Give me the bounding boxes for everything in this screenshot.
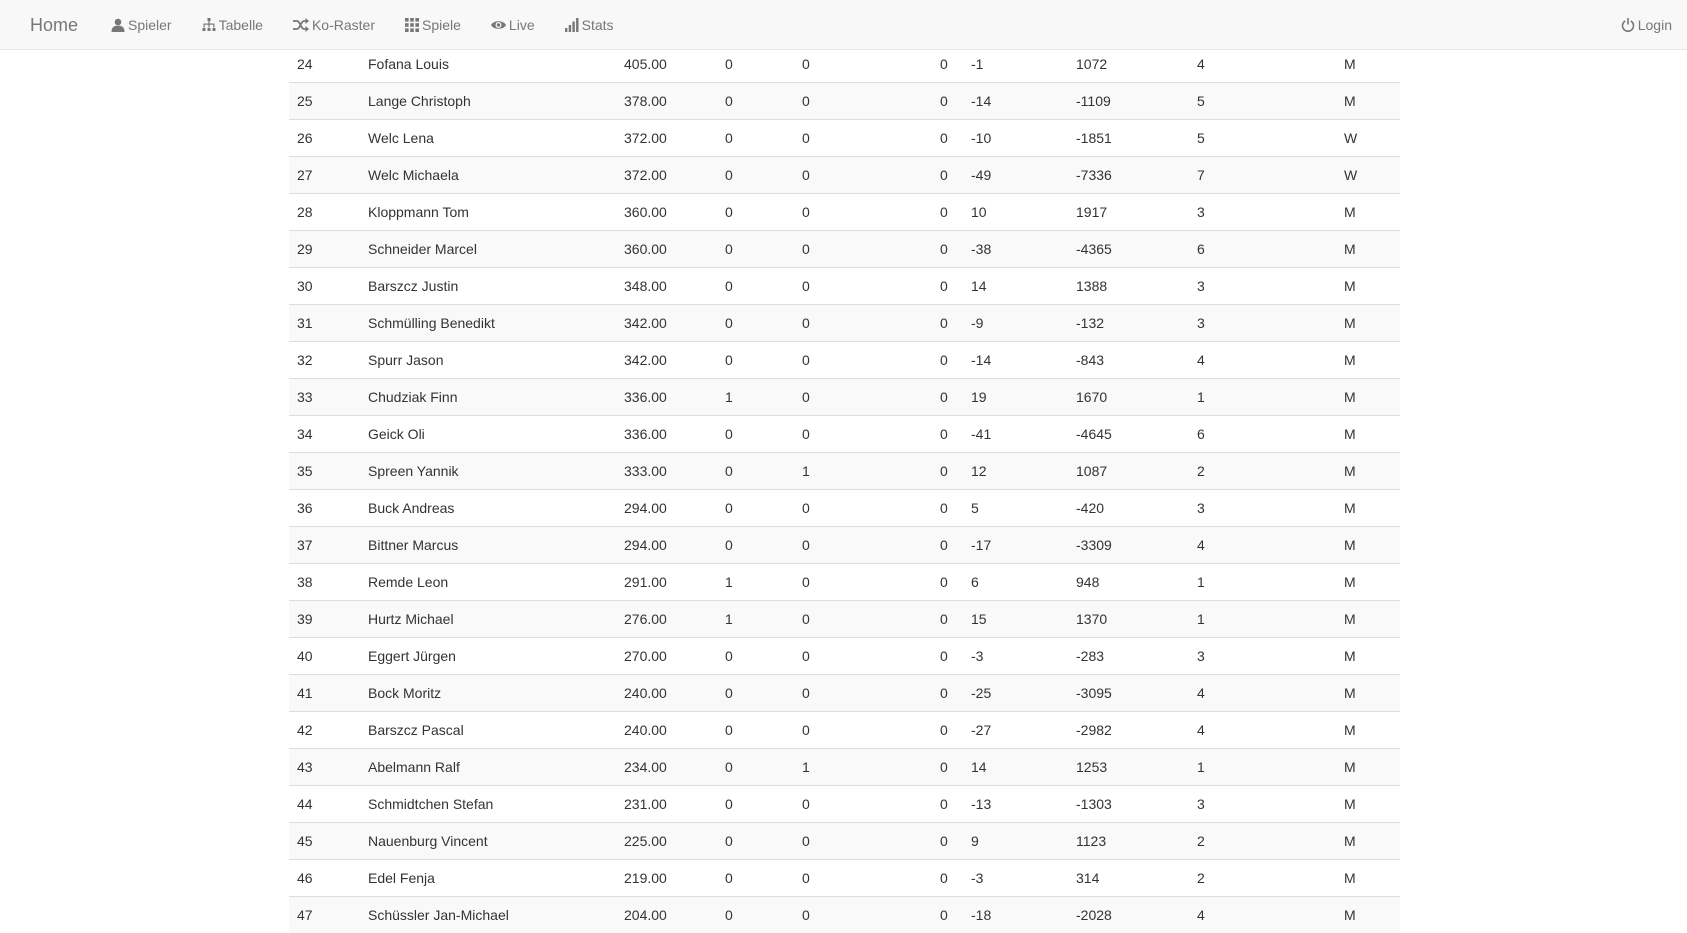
player-name-cell: Barszcz Pascal bbox=[360, 712, 616, 749]
rank-cell: 29 bbox=[289, 231, 360, 268]
points-cell: 231.00 bbox=[616, 786, 717, 823]
nav-item-label: Spiele bbox=[422, 0, 461, 50]
col-6-cell: 0 bbox=[932, 231, 963, 268]
col-6-cell: 0 bbox=[932, 342, 963, 379]
col-6-cell: 0 bbox=[932, 46, 963, 83]
nav-item-label: Live bbox=[509, 0, 535, 50]
points-cell: 225.00 bbox=[616, 823, 717, 860]
player-name-cell: Eggert Jürgen bbox=[360, 638, 616, 675]
games-cell: 1 bbox=[1189, 564, 1336, 601]
diff-cell: -10 bbox=[963, 120, 1068, 157]
points-cell: 336.00 bbox=[616, 379, 717, 416]
points-cell: 342.00 bbox=[616, 342, 717, 379]
table-row bbox=[289, 638, 1400, 675]
col-5-cell: 0 bbox=[794, 157, 932, 194]
points-cell: 240.00 bbox=[616, 675, 717, 712]
player-name-cell: Barszcz Justin bbox=[360, 268, 616, 305]
rank-cell: 40 bbox=[289, 638, 360, 675]
games-cell: 1 bbox=[1189, 749, 1336, 786]
gender-cell: M bbox=[1336, 231, 1400, 268]
user-icon bbox=[111, 18, 125, 32]
col-4-cell: 0 bbox=[717, 268, 794, 305]
col-5-cell: 1 bbox=[794, 453, 932, 490]
nav-item-label: Stats bbox=[582, 0, 614, 50]
gender-cell: M bbox=[1336, 527, 1400, 564]
points-cell: 348.00 bbox=[616, 268, 717, 305]
diff-cell: -38 bbox=[963, 231, 1068, 268]
diff-cell: 5 bbox=[963, 490, 1068, 527]
table-row bbox=[289, 342, 1400, 379]
gender-cell: M bbox=[1336, 453, 1400, 490]
table-row bbox=[289, 416, 1400, 453]
player-name-cell: Abelmann Ralf bbox=[360, 749, 616, 786]
player-name-cell: Spreen Yannik bbox=[360, 453, 616, 490]
games-cell: 3 bbox=[1189, 305, 1336, 342]
rank-cell: 42 bbox=[289, 712, 360, 749]
player-name-cell: Lange Christoph bbox=[360, 83, 616, 120]
rank-cell: 45 bbox=[289, 823, 360, 860]
games-cell: 3 bbox=[1189, 638, 1336, 675]
gender-cell: M bbox=[1336, 786, 1400, 823]
col-5-cell: 0 bbox=[794, 231, 932, 268]
rank-cell: 27 bbox=[289, 157, 360, 194]
col-5-cell: 0 bbox=[794, 416, 932, 453]
col-6-cell: 0 bbox=[932, 675, 963, 712]
points-cell: 360.00 bbox=[616, 231, 717, 268]
table-row bbox=[289, 675, 1400, 712]
ranking-table-container bbox=[289, 46, 1400, 933]
score-diff-cell: 1087 bbox=[1068, 453, 1189, 490]
rank-cell: 41 bbox=[289, 675, 360, 712]
col-5-cell: 0 bbox=[794, 675, 932, 712]
table-row bbox=[289, 823, 1400, 860]
col-5-cell: 0 bbox=[794, 527, 932, 564]
score-diff-cell: -420 bbox=[1068, 490, 1189, 527]
table-row bbox=[289, 564, 1400, 601]
score-diff-cell: -2982 bbox=[1068, 712, 1189, 749]
score-diff-cell: 1388 bbox=[1068, 268, 1189, 305]
gender-cell: W bbox=[1336, 157, 1400, 194]
table-row bbox=[289, 379, 1400, 416]
home-link[interactable]: Home bbox=[30, 0, 78, 50]
games-cell: 5 bbox=[1189, 120, 1336, 157]
col-4-cell: 0 bbox=[717, 490, 794, 527]
games-cell: 4 bbox=[1189, 527, 1336, 564]
score-diff-cell: 948 bbox=[1068, 564, 1189, 601]
col-4-cell: 0 bbox=[717, 712, 794, 749]
table-row bbox=[289, 786, 1400, 823]
col-4-cell: 0 bbox=[717, 453, 794, 490]
gender-cell: M bbox=[1336, 46, 1400, 83]
col-6-cell: 0 bbox=[932, 305, 963, 342]
gender-cell: M bbox=[1336, 712, 1400, 749]
player-name-cell: Hurtz Michael bbox=[360, 601, 616, 638]
col-5-cell: 0 bbox=[794, 342, 932, 379]
rank-cell: 32 bbox=[289, 342, 360, 379]
gender-cell: M bbox=[1336, 897, 1400, 933]
diff-cell: -17 bbox=[963, 527, 1068, 564]
games-cell: 1 bbox=[1189, 379, 1336, 416]
col-4-cell: 0 bbox=[717, 638, 794, 675]
table-row bbox=[289, 527, 1400, 564]
points-cell: 204.00 bbox=[616, 897, 717, 933]
score-diff-cell: 1370 bbox=[1068, 601, 1189, 638]
col-6-cell: 0 bbox=[932, 897, 963, 933]
col-5-cell: 0 bbox=[794, 823, 932, 860]
col-5-cell: 0 bbox=[794, 638, 932, 675]
player-name-cell: Schneider Marcel bbox=[360, 231, 616, 268]
points-cell: 240.00 bbox=[616, 712, 717, 749]
gender-cell: M bbox=[1336, 601, 1400, 638]
points-cell: 360.00 bbox=[616, 194, 717, 231]
rank-cell: 38 bbox=[289, 564, 360, 601]
rank-cell: 34 bbox=[289, 416, 360, 453]
gender-cell: W bbox=[1336, 120, 1400, 157]
games-cell: 1 bbox=[1189, 601, 1336, 638]
games-cell: 2 bbox=[1189, 453, 1336, 490]
gender-cell: M bbox=[1336, 860, 1400, 897]
rank-cell: 43 bbox=[289, 749, 360, 786]
score-diff-cell: -1303 bbox=[1068, 786, 1189, 823]
nav-item-label: Ko-Raster bbox=[312, 0, 375, 50]
table-row bbox=[289, 46, 1400, 83]
col-4-cell: 1 bbox=[717, 379, 794, 416]
player-name-cell: Welc Lena bbox=[360, 120, 616, 157]
col-5-cell: 1 bbox=[794, 749, 932, 786]
rank-cell: 46 bbox=[289, 860, 360, 897]
col-6-cell: 0 bbox=[932, 157, 963, 194]
games-cell: 4 bbox=[1189, 46, 1336, 83]
gender-cell: M bbox=[1336, 305, 1400, 342]
col-4-cell: 0 bbox=[717, 675, 794, 712]
col-4-cell: 0 bbox=[717, 823, 794, 860]
table-row bbox=[289, 601, 1400, 638]
gender-cell: M bbox=[1336, 638, 1400, 675]
games-cell: 3 bbox=[1189, 786, 1336, 823]
col-5-cell: 0 bbox=[794, 897, 932, 933]
grid-icon bbox=[405, 18, 419, 32]
gender-cell: M bbox=[1336, 675, 1400, 712]
points-cell: 294.00 bbox=[616, 490, 717, 527]
diff-cell: -41 bbox=[963, 416, 1068, 453]
games-cell: 3 bbox=[1189, 268, 1336, 305]
col-4-cell: 0 bbox=[717, 194, 794, 231]
player-name-cell: Geick Oli bbox=[360, 416, 616, 453]
score-diff-cell: -3095 bbox=[1068, 675, 1189, 712]
col-5-cell: 0 bbox=[794, 194, 932, 231]
nav-item-stats[interactable] bbox=[550, 0, 629, 50]
col-6-cell: 0 bbox=[932, 638, 963, 675]
random-icon bbox=[293, 18, 309, 32]
table-row bbox=[289, 712, 1400, 749]
gender-cell: M bbox=[1336, 379, 1400, 416]
col-5-cell: 0 bbox=[794, 46, 932, 83]
gender-cell: M bbox=[1336, 823, 1400, 860]
col-6-cell: 0 bbox=[932, 194, 963, 231]
rank-cell: 33 bbox=[289, 379, 360, 416]
diff-cell: 10 bbox=[963, 194, 1068, 231]
rank-cell: 44 bbox=[289, 786, 360, 823]
score-diff-cell: -4645 bbox=[1068, 416, 1189, 453]
diff-cell: -14 bbox=[963, 342, 1068, 379]
diff-cell: -3 bbox=[963, 638, 1068, 675]
nav-item-label: Spieler bbox=[128, 0, 172, 50]
col-6-cell: 0 bbox=[932, 83, 963, 120]
col-6-cell: 0 bbox=[932, 749, 963, 786]
score-diff-cell: -1851 bbox=[1068, 120, 1189, 157]
rank-cell: 28 bbox=[289, 194, 360, 231]
rank-cell: 47 bbox=[289, 897, 360, 933]
col-4-cell: 0 bbox=[717, 83, 794, 120]
points-cell: 333.00 bbox=[616, 453, 717, 490]
score-diff-cell: -3309 bbox=[1068, 527, 1189, 564]
score-diff-cell: -132 bbox=[1068, 305, 1189, 342]
diff-cell: -49 bbox=[963, 157, 1068, 194]
score-diff-cell: 1123 bbox=[1068, 823, 1189, 860]
col-4-cell: 0 bbox=[717, 897, 794, 933]
diff-cell: -25 bbox=[963, 675, 1068, 712]
rank-cell: 24 bbox=[289, 46, 360, 83]
col-4-cell: 0 bbox=[717, 46, 794, 83]
games-cell: 4 bbox=[1189, 712, 1336, 749]
sitemap-icon bbox=[202, 18, 216, 32]
player-name-cell: Buck Andreas bbox=[360, 490, 616, 527]
score-diff-cell: 1917 bbox=[1068, 194, 1189, 231]
gender-cell: M bbox=[1336, 268, 1400, 305]
diff-cell: 14 bbox=[963, 268, 1068, 305]
player-name-cell: Chudziak Finn bbox=[360, 379, 616, 416]
col-4-cell: 0 bbox=[717, 786, 794, 823]
games-cell: 3 bbox=[1189, 490, 1336, 527]
games-cell: 6 bbox=[1189, 416, 1336, 453]
gender-cell: M bbox=[1336, 564, 1400, 601]
diff-cell: 9 bbox=[963, 823, 1068, 860]
score-diff-cell: -7336 bbox=[1068, 157, 1189, 194]
col-4-cell: 0 bbox=[717, 231, 794, 268]
player-name-cell: Kloppmann Tom bbox=[360, 194, 616, 231]
player-name-cell: Nauenburg Vincent bbox=[360, 823, 616, 860]
col-5-cell: 0 bbox=[794, 564, 932, 601]
player-name-cell: Edel Fenja bbox=[360, 860, 616, 897]
col-4-cell: 0 bbox=[717, 527, 794, 564]
diff-cell: -9 bbox=[963, 305, 1068, 342]
table-row bbox=[289, 231, 1400, 268]
table-row bbox=[289, 453, 1400, 490]
points-cell: 294.00 bbox=[616, 527, 717, 564]
rank-cell: 35 bbox=[289, 453, 360, 490]
rank-cell: 30 bbox=[289, 268, 360, 305]
gender-cell: M bbox=[1336, 83, 1400, 120]
col-4-cell: 0 bbox=[717, 305, 794, 342]
login-link[interactable] bbox=[1606, 0, 1687, 50]
rank-cell: 26 bbox=[289, 120, 360, 157]
games-cell: 4 bbox=[1189, 342, 1336, 379]
col-6-cell: 0 bbox=[932, 564, 963, 601]
diff-cell: -18 bbox=[963, 897, 1068, 933]
table-row bbox=[289, 897, 1400, 933]
player-name-cell: Welc Michaela bbox=[360, 157, 616, 194]
col-4-cell: 1 bbox=[717, 601, 794, 638]
col-5-cell: 0 bbox=[794, 601, 932, 638]
col-4-cell: 0 bbox=[717, 749, 794, 786]
col-6-cell: 0 bbox=[932, 416, 963, 453]
col-4-cell: 0 bbox=[717, 120, 794, 157]
table-row bbox=[289, 305, 1400, 342]
col-5-cell: 0 bbox=[794, 120, 932, 157]
points-cell: 405.00 bbox=[616, 46, 717, 83]
points-cell: 336.00 bbox=[616, 416, 717, 453]
score-diff-cell: 1253 bbox=[1068, 749, 1189, 786]
games-cell: 7 bbox=[1189, 157, 1336, 194]
points-cell: 291.00 bbox=[616, 564, 717, 601]
points-cell: 378.00 bbox=[616, 83, 717, 120]
rank-cell: 25 bbox=[289, 83, 360, 120]
table-row bbox=[289, 194, 1400, 231]
nav-item-spieler[interactable] bbox=[96, 0, 187, 50]
diff-cell: 19 bbox=[963, 379, 1068, 416]
player-name-cell: Spurr Jason bbox=[360, 342, 616, 379]
table-row bbox=[289, 860, 1400, 897]
diff-cell: -13 bbox=[963, 786, 1068, 823]
gender-cell: M bbox=[1336, 194, 1400, 231]
table-row bbox=[289, 490, 1400, 527]
player-name-cell: Fofana Louis bbox=[360, 46, 616, 83]
score-diff-cell: 1670 bbox=[1068, 379, 1189, 416]
col-4-cell: 0 bbox=[717, 416, 794, 453]
points-cell: 342.00 bbox=[616, 305, 717, 342]
col-4-cell: 0 bbox=[717, 860, 794, 897]
nav-item-tabelle[interactable] bbox=[187, 0, 278, 50]
score-diff-cell: -843 bbox=[1068, 342, 1189, 379]
games-cell: 3 bbox=[1189, 194, 1336, 231]
diff-cell: 15 bbox=[963, 601, 1068, 638]
col-5-cell: 0 bbox=[794, 379, 932, 416]
diff-cell: -3 bbox=[963, 860, 1068, 897]
score-diff-cell: 314 bbox=[1068, 860, 1189, 897]
points-cell: 372.00 bbox=[616, 120, 717, 157]
col-5-cell: 0 bbox=[794, 305, 932, 342]
col-5-cell: 0 bbox=[794, 786, 932, 823]
col-5-cell: 0 bbox=[794, 712, 932, 749]
diff-cell: -27 bbox=[963, 712, 1068, 749]
games-cell: 4 bbox=[1189, 675, 1336, 712]
col-6-cell: 0 bbox=[932, 712, 963, 749]
diff-cell: 6 bbox=[963, 564, 1068, 601]
player-name-cell: Schmidtchen Stefan bbox=[360, 786, 616, 823]
points-cell: 270.00 bbox=[616, 638, 717, 675]
nav-item-spiele[interactable] bbox=[390, 0, 476, 50]
col-6-cell: 0 bbox=[932, 823, 963, 860]
games-cell: 4 bbox=[1189, 897, 1336, 933]
gender-cell: M bbox=[1336, 342, 1400, 379]
score-diff-cell: -4365 bbox=[1068, 231, 1189, 268]
score-diff-cell: 1072 bbox=[1068, 46, 1189, 83]
col-6-cell: 0 bbox=[932, 268, 963, 305]
login-label: Login bbox=[1638, 17, 1672, 33]
col-4-cell: 1 bbox=[717, 564, 794, 601]
col-4-cell: 0 bbox=[717, 342, 794, 379]
eye-icon bbox=[491, 19, 506, 31]
ranking-table bbox=[289, 46, 1400, 933]
score-diff-cell: -283 bbox=[1068, 638, 1189, 675]
games-cell: 6 bbox=[1189, 231, 1336, 268]
table-row bbox=[289, 120, 1400, 157]
games-cell: 5 bbox=[1189, 83, 1336, 120]
power-icon bbox=[1621, 18, 1635, 32]
gender-cell: M bbox=[1336, 416, 1400, 453]
rank-cell: 37 bbox=[289, 527, 360, 564]
col-5-cell: 0 bbox=[794, 268, 932, 305]
diff-cell: -14 bbox=[963, 83, 1068, 120]
col-5-cell: 0 bbox=[794, 490, 932, 527]
points-cell: 234.00 bbox=[616, 749, 717, 786]
gender-cell: M bbox=[1336, 749, 1400, 786]
points-cell: 276.00 bbox=[616, 601, 717, 638]
col-6-cell: 0 bbox=[932, 120, 963, 157]
score-diff-cell: -1109 bbox=[1068, 83, 1189, 120]
points-cell: 219.00 bbox=[616, 860, 717, 897]
points-cell: 372.00 bbox=[616, 157, 717, 194]
nav-item-live[interactable] bbox=[476, 0, 550, 50]
col-5-cell: 0 bbox=[794, 83, 932, 120]
col-6-cell: 0 bbox=[932, 527, 963, 564]
games-cell: 2 bbox=[1189, 860, 1336, 897]
rank-cell: 36 bbox=[289, 490, 360, 527]
col-4-cell: 0 bbox=[717, 157, 794, 194]
top-navbar bbox=[0, 0, 1687, 50]
score-diff-cell: -2028 bbox=[1068, 897, 1189, 933]
nav-item-label: Tabelle bbox=[219, 0, 263, 50]
player-name-cell: Bock Moritz bbox=[360, 675, 616, 712]
col-5-cell: 0 bbox=[794, 860, 932, 897]
nav-item-ko-raster[interactable] bbox=[278, 0, 390, 50]
table-row bbox=[289, 157, 1400, 194]
col-6-cell: 0 bbox=[932, 786, 963, 823]
rank-cell: 31 bbox=[289, 305, 360, 342]
col-6-cell: 0 bbox=[932, 379, 963, 416]
stats-icon bbox=[565, 18, 579, 32]
player-name-cell: Schüssler Jan-Michael bbox=[360, 897, 616, 933]
diff-cell: 12 bbox=[963, 453, 1068, 490]
diff-cell: 14 bbox=[963, 749, 1068, 786]
col-6-cell: 0 bbox=[932, 601, 963, 638]
games-cell: 2 bbox=[1189, 823, 1336, 860]
player-name-cell: Remde Leon bbox=[360, 564, 616, 601]
table-row bbox=[289, 83, 1400, 120]
player-name-cell: Schmülling Benedikt bbox=[360, 305, 616, 342]
player-name-cell: Bittner Marcus bbox=[360, 527, 616, 564]
col-6-cell: 0 bbox=[932, 453, 963, 490]
table-row bbox=[289, 268, 1400, 305]
col-6-cell: 0 bbox=[932, 860, 963, 897]
table-row bbox=[289, 749, 1400, 786]
nav-menu bbox=[96, 0, 629, 50]
gender-cell: M bbox=[1336, 490, 1400, 527]
rank-cell: 39 bbox=[289, 601, 360, 638]
diff-cell: -1 bbox=[963, 46, 1068, 83]
col-6-cell: 0 bbox=[932, 490, 963, 527]
